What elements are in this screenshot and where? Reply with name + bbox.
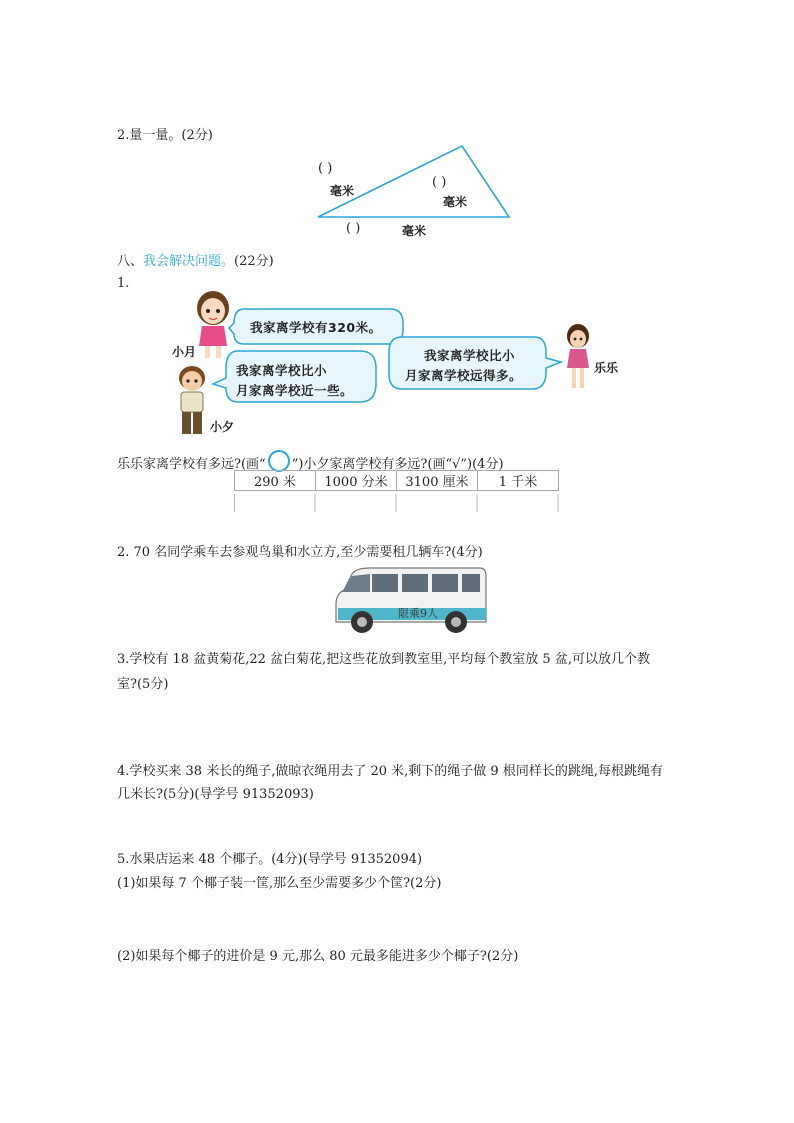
p1-question (117, 450, 504, 472)
p1-question-part-b: ”)小夕家离学校有多远?(画“√”)(4分) (291, 457, 504, 472)
circle-mark-icon (268, 450, 290, 472)
section8-score: (22分) (234, 254, 274, 269)
section8-heading (117, 250, 274, 269)
p3-line1: 3.学校有 18 盆黄菊花,22 盆白菊花,把这些花放到教室里,平均每个教室放 5 盆,可以放几个教 (117, 652, 650, 667)
options-table (234, 470, 559, 491)
paren-right: ( ) (432, 175, 447, 190)
section8-num: 八、 (117, 254, 144, 269)
speech-lele-line1: 我家离学校比小 (424, 348, 516, 363)
q2-title: 2.量一量。(2分) (117, 128, 213, 143)
girl-lele-icon (562, 322, 596, 392)
label-right: 毫米 (443, 195, 468, 209)
p4-line2: 几米长?(5分)(导学号 91352093) (117, 787, 314, 802)
triangle-figure (310, 140, 520, 222)
option-cell[interactable]: 290 米 (235, 471, 316, 491)
van-icon (330, 564, 490, 638)
p1-question-part-a: 乐乐家离学校有多远?(画“ (117, 457, 266, 472)
van-label: 限乘9人 (398, 607, 438, 620)
boy-xiaoxi-icon (172, 364, 212, 438)
label-bottom: 毫米 (402, 224, 427, 238)
p5-line1: 5.水果店运来 48 个椰子。(4分)(导学号 91352094) (117, 852, 423, 867)
option-cell[interactable]: 3100 厘米 (397, 471, 478, 491)
option-cell[interactable]: 1 千米 (478, 471, 559, 491)
xiaoyue-name: 小月 (172, 345, 197, 359)
section8-title: 我会解决问题。 (143, 254, 235, 269)
table-lower-lines (234, 494, 560, 512)
lele-name: 乐乐 (594, 361, 619, 375)
option-cell[interactable]: 1000 分米 (316, 471, 397, 491)
p5-sub1: (1)如果每 7 个椰子装一筐,那么至少需要多少个筐?(2分) (117, 876, 442, 891)
p4-line1: 4.学校买来 38 米长的绳子,做晾衣绳用去了 20 米,剩下的绳子做 9 根同样长的跳绳,每根跳绳有 (117, 764, 663, 779)
speech-xiaoxi-line1: 我家离学校比小 (236, 363, 328, 378)
speech-xiaoyue-text: 我家离学校有320米。 (250, 320, 382, 335)
xiaoxi-name: 小夕 (210, 420, 235, 434)
paren-left: ( ) (318, 161, 333, 176)
paren-bottom: ( ) (346, 221, 361, 236)
speech-lele-line2: 月家离学校远得多。 (405, 368, 523, 383)
label-left: 毫米 (330, 184, 355, 198)
p3-line2: 室?(5分) (117, 677, 169, 692)
p5-sub2: (2)如果每个椰子的进价是 9 元,那么 80 元最多能进多少个椰子?(2分) (117, 949, 519, 964)
speech-xiaoxi-line2: 月家离学校近一些。 (236, 383, 354, 398)
p1-num: 1. (117, 276, 130, 291)
p2-text: 2. 70 名同学乘车去参观鸟巢和水立方,至少需要租几辆车?(4分) (117, 545, 483, 560)
